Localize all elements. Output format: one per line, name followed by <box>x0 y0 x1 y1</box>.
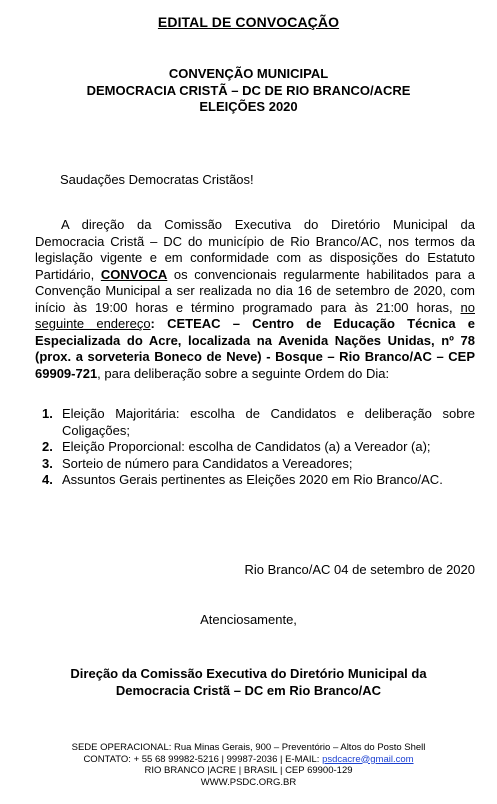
list-item-number: 4. <box>42 472 53 487</box>
document-title: EDITAL DE CONVOCAÇÃO <box>157 14 340 30</box>
footer-address: SEDE OPERACIONAL: Rua Minas Gerais, 900 – Preventório – Altos do Posto Shell <box>71 742 426 753</box>
address-label: no seguinte endereço <box>35 299 475 331</box>
signature-line-2: Democracia Cristã – DC em Rio Branco/AC <box>115 682 382 698</box>
body-paragraph <box>35 217 475 382</box>
greeting: Saudações Democratas Cristãos! <box>60 172 254 187</box>
list-item-number: 2. <box>42 439 53 454</box>
footer-email-link[interactable]: psdcacre@gmail.com <box>322 753 414 765</box>
footer-contact-text: CONTATO: + 55 68 99982-5216 | 99987-2036 | E-MAIL: <box>83 753 323 765</box>
list-item-text: Eleição Majoritária: escolha de Candidatos e deliberação sobre Coligações; <box>62 406 475 438</box>
heading-line-3: ELEIÇÕES 2020 <box>199 99 298 114</box>
body-part-2: os convencionais regularmente habilitados para a Convenção Municipal a ser realizada no dia 16 de setembro de 2020, com início às 19:00 horas e término programado para às 21:00 horas, <box>35 266 475 315</box>
list-item <box>35 456 475 473</box>
body-part-3: , para deliberação sobre a seguinte Ordem do Dia: <box>97 365 390 381</box>
list-item-text: Eleição Proporcional: escolha de Candidatos (a) a Vereador (a); <box>62 439 431 454</box>
list-item-number: 1. <box>42 406 53 421</box>
heading-line-1: CONVENÇÃO MUNICIPAL <box>168 66 329 81</box>
list-item-number: 3. <box>42 455 53 471</box>
signature-block <box>0 666 497 699</box>
footer <box>0 742 497 788</box>
list-item <box>35 472 475 489</box>
list-item-text: Sorteio de número para Candidatos a Vereadores; <box>62 455 353 471</box>
list-item-text: Assuntos Gerais pertinentes as Eleições 2020 em Rio Branco/AC. <box>62 472 443 487</box>
footer-contact <box>0 754 497 766</box>
footer-website[interactable]: WWW.PSDC.ORG.BR <box>200 776 297 788</box>
convoca-word: CONVOCA <box>100 266 168 282</box>
address-text: CETEAC – Centro de Educação Técnica e Especializada do Acre, localizada na Avenida Nações Unidas, nº 78 (prox. a sorveteria Boneco de Neve) - Bosque – Rio Branco/AC – CEP 69909-721 <box>35 316 475 381</box>
date-line: Rio Branco/AC 04 de setembro de 2020 <box>244 562 475 577</box>
document-heading <box>0 66 497 116</box>
body-part-1: A direção da Comissão Executiva do Diretório Municipal da Democracia Cristã – DC do município de Rio Branco/AC, nos termos da legislação vigente e em conformidade com as disposições do Estatuto Partidário, <box>35 217 475 282</box>
list-item <box>35 439 475 456</box>
signature-line-1: Direção da Comissão Executiva do Diretório Municipal da <box>70 666 427 681</box>
address-colon: : <box>150 316 168 331</box>
list-item <box>35 406 475 439</box>
heading-line-2: DEMOCRACIA CRISTÃ – DC DE RIO BRANCO/ACRE <box>86 82 411 98</box>
agenda-list <box>35 406 475 489</box>
footer-location: RIO BRANCO |ACRE | BRASIL | CEP 69900-129 <box>144 765 353 776</box>
closing: Atenciosamente, <box>200 612 297 627</box>
